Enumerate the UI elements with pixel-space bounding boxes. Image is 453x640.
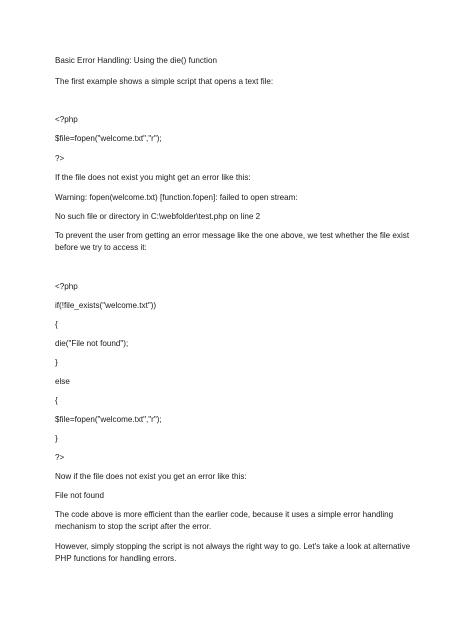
code-line: <?php <box>55 115 78 124</box>
code-line: } <box>55 358 58 367</box>
code-line: { <box>55 320 58 329</box>
warning-message-line: No such file or directory in C:\webfolder\test.php on line 2 <box>55 212 261 221</box>
code-line: $file=fopen("welcome.txt","r"); <box>55 415 162 424</box>
code-line: ?> <box>55 453 65 462</box>
code-line: } <box>55 434 58 443</box>
code-line: <?php <box>55 282 78 291</box>
paragraph-however-line: PHP functions for handling errors. <box>55 554 177 563</box>
code-line: else <box>55 377 70 386</box>
heading-basic-error-handling: Basic Error Handling: Using the die() function <box>55 56 217 65</box>
paragraph-now-if: Now if the file does not exist you get an error like this: <box>55 472 247 481</box>
code-line: die("File not found"); <box>55 339 129 348</box>
code-line: $file=fopen("welcome.txt","r"); <box>55 134 162 143</box>
code-line: ?> <box>55 154 65 163</box>
code-line: { <box>55 396 58 405</box>
paragraph-intro: The first example shows a simple script that opens a text file: <box>55 77 274 86</box>
paragraph-prevent-line: before we try to access it: <box>55 243 147 252</box>
code-line: if(!file_exists("welcome.txt")) <box>55 301 157 310</box>
paragraph-error-note: If the file does not exist you might get an error like this: <box>55 173 251 182</box>
paragraph-however-line: However, simply stopping the script is not always the right way to go. Let's take a look at alternative <box>55 542 411 551</box>
paragraph-efficient-line: The code above is more efficient than the earlier code, because it uses a simple error handling <box>55 510 394 519</box>
error-output-line: File not found <box>55 491 105 500</box>
warning-message-line: Warning: fopen(welcome.txt) [function.fopen]: failed to open stream: <box>55 193 298 202</box>
paragraph-prevent-line: To prevent the user from getting an error message like the one above, we test whether the file exist <box>55 231 410 240</box>
paragraph-efficient-line: mechanism to stop the script after the error. <box>55 522 212 531</box>
